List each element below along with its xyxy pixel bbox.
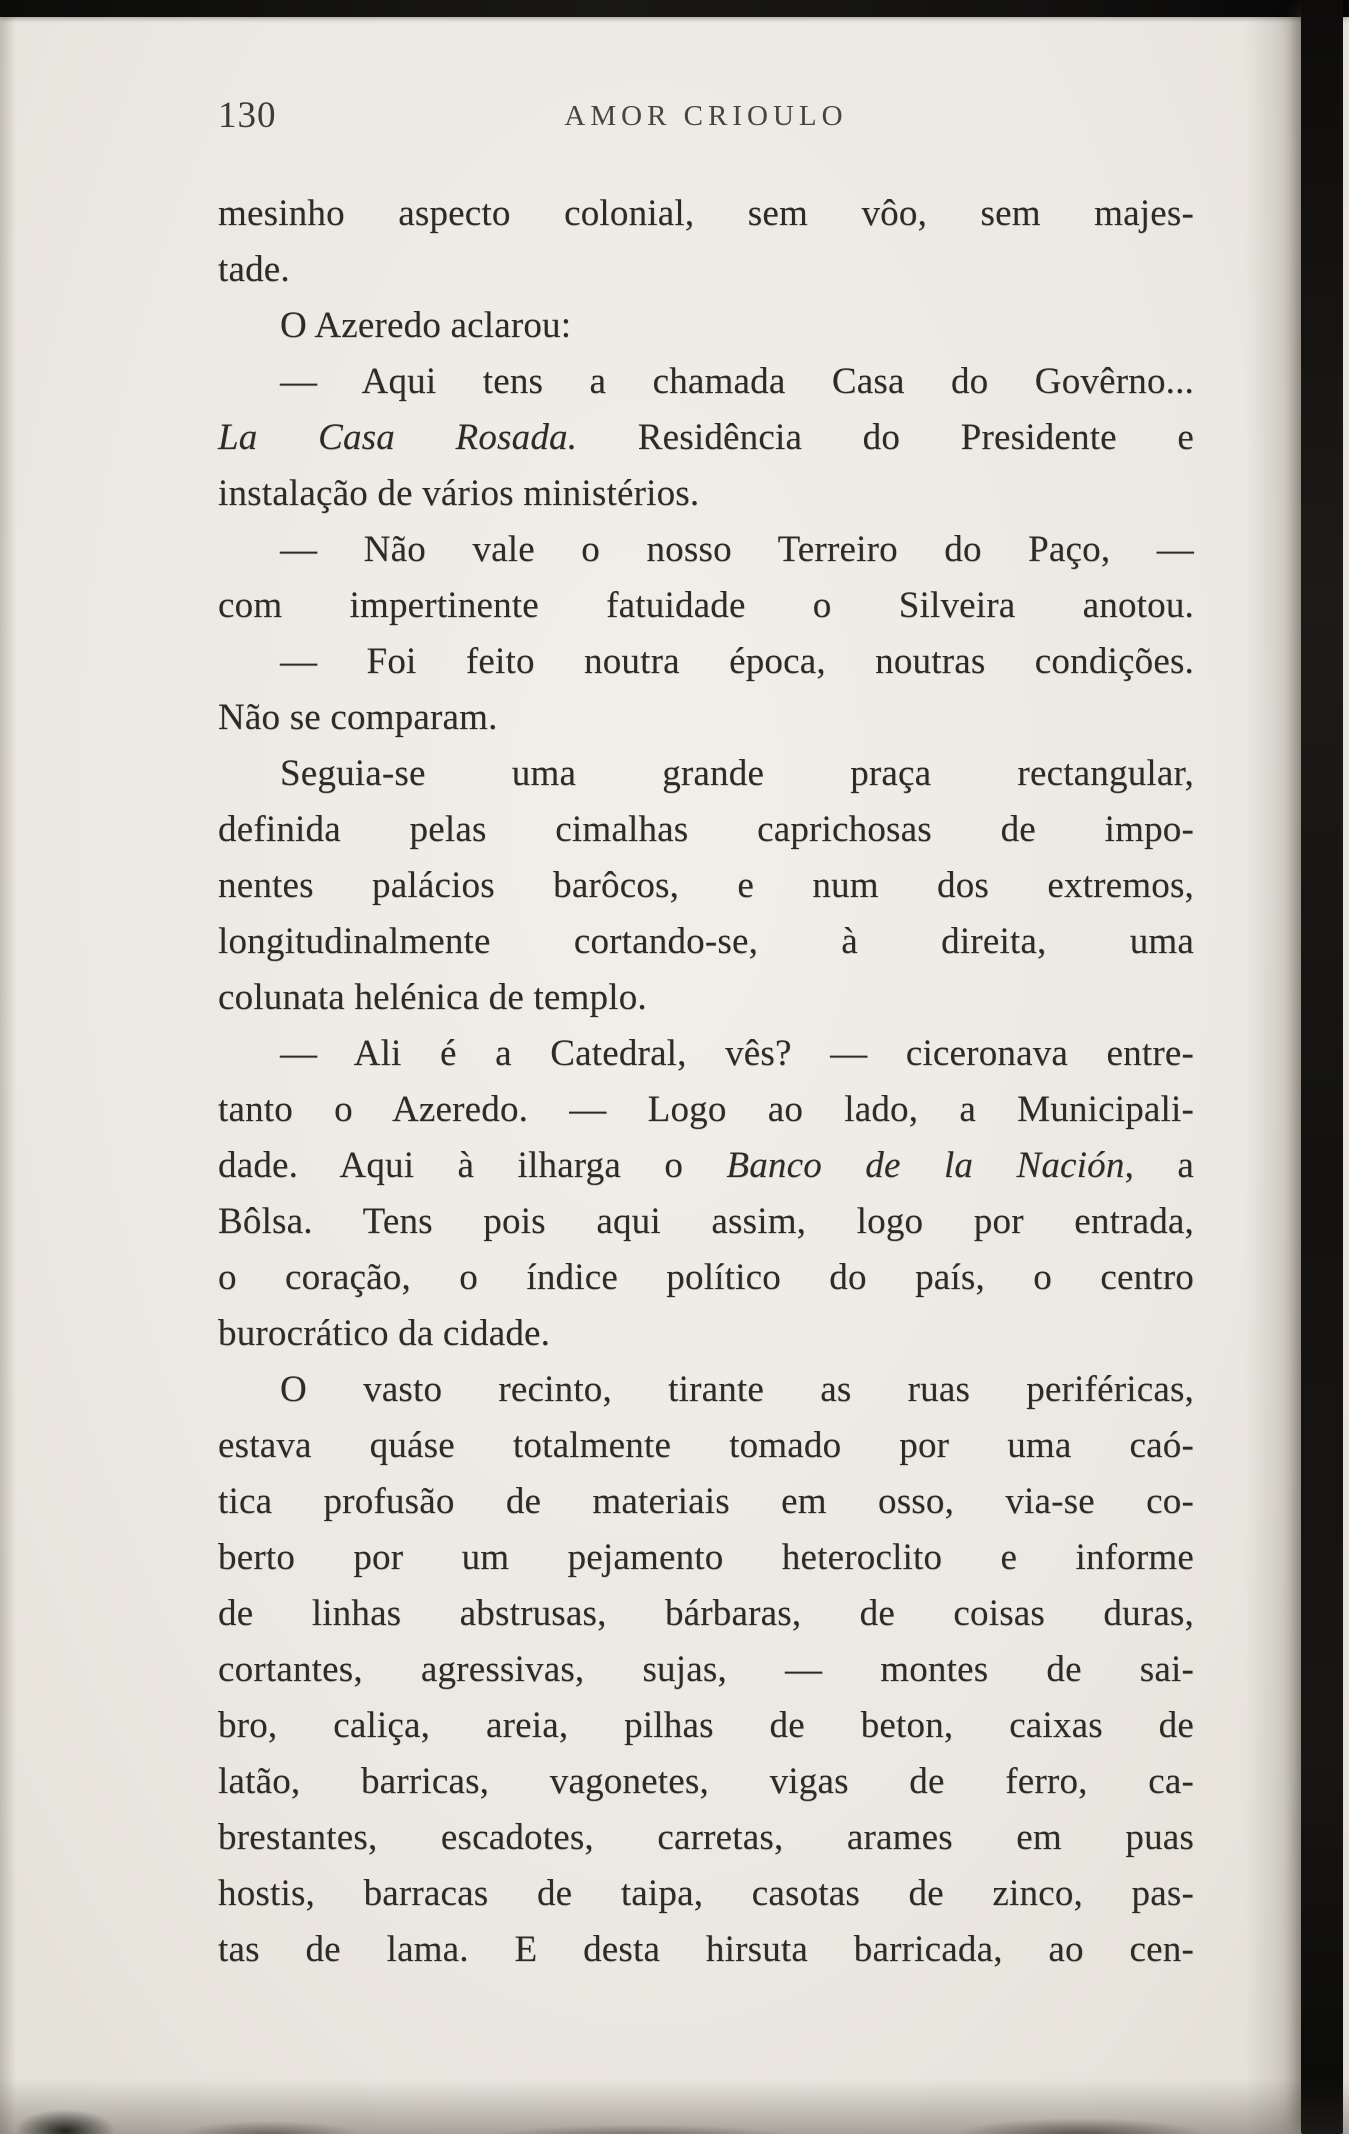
text-line [218, 186, 1194, 242]
text-segment: berto por um pejamento heteroclito e informe [218, 1537, 1194, 1578]
text-segment: — Não vale o nosso Terreiro do Paço, — [280, 529, 1194, 570]
text-segment: tica profusão de materiais em osso, via-se co- [218, 1481, 1194, 1522]
text-segment: Bôlsa. Tens pois aqui assim, logo por entrada, [218, 1201, 1194, 1242]
text-line [218, 634, 1194, 690]
text-segment: Não se comparam. [218, 697, 498, 738]
text-segment: cortantes, agressivas, sujas, — montes de sai- [218, 1649, 1194, 1690]
text-line [218, 914, 1194, 970]
text-line [218, 1194, 1194, 1250]
text-segment: Seguia-se uma grande praça rectangular, [280, 753, 1194, 794]
text-line [218, 1754, 1194, 1810]
text-line [218, 298, 1194, 354]
text-line [218, 802, 1194, 858]
text-line [218, 970, 1194, 1026]
text-segment: estava quáse totalmente tomado por uma caó- [218, 1425, 1194, 1466]
text-segment: nentes palácios barôcos, e num dos extremos, [218, 865, 1194, 906]
text-segment: tas de lama. E desta hirsuta barricada, ao cen- [218, 1929, 1194, 1970]
text-line [218, 522, 1194, 578]
text-line [218, 1530, 1194, 1586]
text-segment: dade. Aqui à ilharga o [218, 1145, 727, 1186]
scan-artifact-bottom-smudge [0, 2039, 1349, 2134]
text-segment: — Ali é a Catedral, vês? — ciceronava entre- [280, 1033, 1194, 1074]
page-number: 130 [218, 95, 277, 136]
text-line [218, 1922, 1194, 1978]
text-segment: bro, caliça, areia, pilhas de beton, caixas de [218, 1705, 1194, 1746]
text-line [218, 1474, 1194, 1530]
text-line [218, 1810, 1194, 1866]
text-segment: o coração, o índice político do país, o centro [218, 1257, 1194, 1298]
text-line [218, 1026, 1194, 1082]
text-line [218, 1698, 1194, 1754]
text-line [218, 354, 1194, 410]
text-segment: de linhas abstrusas, bárbaras, de coisas duras, [218, 1593, 1194, 1634]
text-line [218, 690, 1194, 746]
text-line [218, 1306, 1194, 1362]
text-segment: longitudinalmente cortando-se, à direita, uma [218, 921, 1194, 962]
text-line [218, 1418, 1194, 1474]
text-segment: O Azeredo aclarou: [280, 305, 572, 346]
text-line [218, 466, 1194, 522]
text-block [218, 186, 1194, 1978]
text-segment: instalação de vários ministérios. [218, 473, 700, 514]
text-segment: burocrático da cidade. [218, 1313, 551, 1354]
gutter-shadow [1245, 0, 1301, 2134]
text-line [218, 1362, 1194, 1418]
text-segment: com impertinente fatuidade o Silveira anotou. [218, 585, 1194, 626]
text-line [218, 1250, 1194, 1306]
text-line [218, 1866, 1194, 1922]
text-segment: definida pelas cimalhas caprichosas de impo- [218, 809, 1194, 850]
text-segment: colunata helénica de templo. [218, 977, 647, 1018]
text-segment: , a [1124, 1145, 1194, 1186]
text-segment: tade. [218, 249, 290, 290]
text-line [218, 1082, 1194, 1138]
text-line [218, 746, 1194, 802]
text-line [218, 1586, 1194, 1642]
italic-text-segment: Banco de la Nación [726, 1145, 1125, 1186]
text-line [218, 578, 1194, 634]
text-line [218, 1138, 1194, 1194]
page-left-edge-shadow [0, 0, 16, 2134]
text-line [218, 242, 1194, 298]
text-line [218, 858, 1194, 914]
text-segment: Residência do Presidente e [577, 417, 1195, 458]
text-segment: O vasto recinto, tirante as ruas periféricas, [280, 1369, 1194, 1410]
text-segment: mesinho aspecto colonial, sem vôo, sem majes- [218, 193, 1194, 234]
text-segment: hostis, barracas de taipa, casotas de zinco, pas- [218, 1873, 1194, 1914]
text-segment: — Foi feito noutra época, noutras condições. [280, 641, 1194, 682]
italic-text-segment: La Casa Rosada. [218, 417, 578, 458]
text-segment: latão, barricas, vagonetes, vigas de ferro, ca- [218, 1761, 1194, 1802]
text-segment: tanto o Azeredo. — Logo ao lado, a Municipali- [218, 1089, 1194, 1130]
running-title: AMOR CRIOULO [564, 100, 848, 132]
book-gutter-band [1301, 0, 1343, 2134]
text-line [218, 1642, 1194, 1698]
scan-artifact-top-bar [0, 0, 1349, 17]
page-header [218, 94, 1194, 144]
text-segment: brestantes, escadotes, carretas, arames em puas [218, 1817, 1194, 1858]
text-line [218, 410, 1194, 466]
text-segment: — Aqui tens a chamada Casa do Govêrno... [280, 361, 1194, 402]
